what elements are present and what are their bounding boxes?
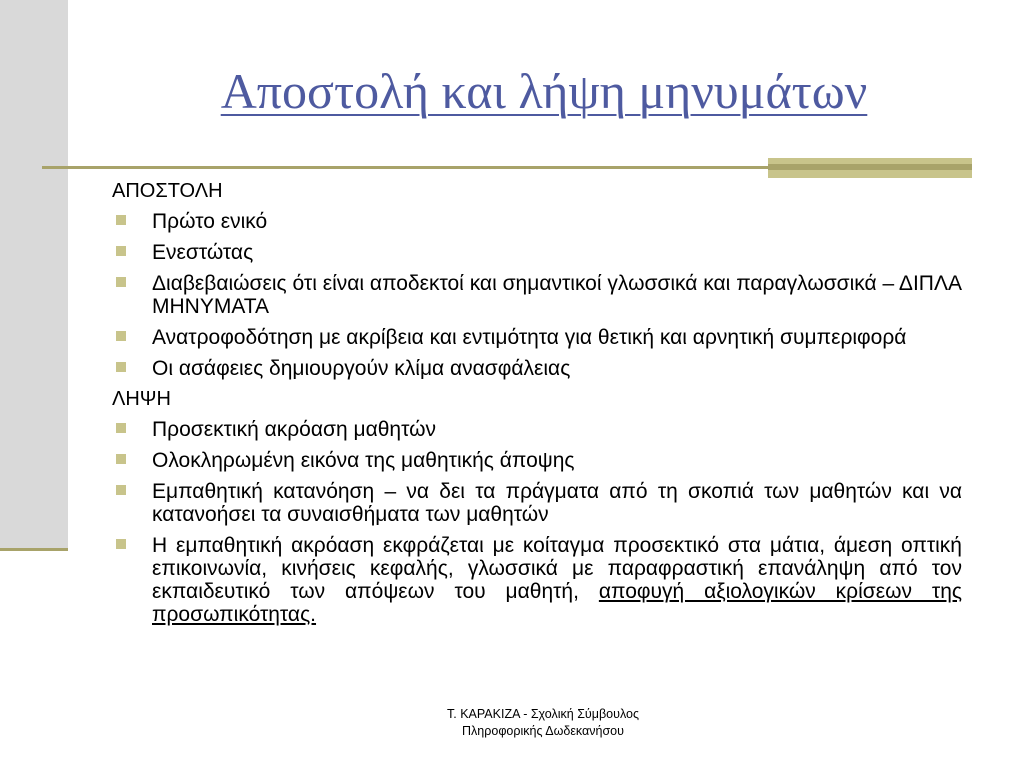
bullet-text-underlined: αποφυγή αξιολογικών κρίσεων της προσωπικότητας.	[152, 580, 962, 626]
bullet-square-icon	[116, 215, 126, 225]
section-heading-send: ΑΠΟΣΤΟΛΗ	[112, 180, 223, 202]
bullet-square-icon	[116, 331, 126, 341]
bullet-text: Ανατροφοδότηση με ακρίβεια και εντιμότητα για θετική και αρνητική συμπεριφορά	[152, 326, 907, 349]
slide-body	[112, 180, 962, 634]
bullet-square-icon	[116, 246, 126, 256]
bullet-square-icon	[116, 485, 126, 495]
bullet-square-icon	[116, 539, 126, 549]
bullet-text: Προσεκτική ακρόαση μαθητών	[152, 418, 436, 441]
bullet-square-icon	[116, 423, 126, 433]
receive-bullet-list	[112, 418, 962, 626]
bullet-text: Η εμπαθητική ακρόαση εκφράζεται με κοίταγμα προσεκτικό στα μάτια, άμεση οπτική επικοινωνία, κινήσεις κεφαλής, γλωσσικά με παραφραστική επανάληψη από τον εκπαιδευτικό των απόψεων του μαθητή,	[152, 534, 962, 603]
list-item	[112, 480, 962, 526]
bullet-square-icon	[116, 362, 126, 372]
bullet-square-icon	[116, 454, 126, 464]
section-heading-receive: ΛΗΨΗ	[112, 388, 171, 410]
list-item	[112, 534, 962, 626]
list-item	[112, 241, 962, 264]
left-decor-bar	[0, 0, 68, 551]
slide-footer	[384, 706, 702, 740]
list-item	[112, 210, 962, 233]
bullet-text: Διαβεβαιώσεις ότι είναι αποδεκτοί και σημαντικοί γλωσσικά και παραγλωσσικά – ΔΙΠΛΑ ΜΗΝΥΜΑΤΑ	[152, 272, 962, 318]
bullet-text: Ολοκληρωμένη εικόνα της μαθητικής άποψης	[152, 449, 575, 472]
list-item	[112, 326, 962, 349]
bullet-text: Ενεστώτας	[152, 241, 254, 264]
footer-role: Πληροφορικής Δωδεκανήσου	[462, 724, 624, 738]
slide-title: Αποστολή και λήψη μηνυμάτων	[220, 63, 868, 119]
list-item	[112, 449, 962, 472]
bullet-text: Πρώτο ενικό	[152, 210, 268, 233]
divider-accent-line	[768, 164, 972, 170]
list-item	[112, 418, 962, 441]
footer-author: Τ. ΚΑΡΑΚΙΖΑ - Σχολική Σύμβουλος	[447, 707, 639, 721]
bullet-square-icon	[116, 277, 126, 287]
bullet-text: Οι ασάφειες δημιουργούν κλίμα ανασφάλειας	[152, 357, 571, 380]
list-item	[112, 272, 962, 318]
list-item	[112, 357, 962, 380]
send-bullet-list	[112, 210, 962, 380]
bullet-text: Εμπαθητική κατανόηση – να δει τα πράγματα από τη σκοπιά των μαθητών και να κατανοήσει τα συναισθήματα των μαθητών	[152, 480, 962, 526]
